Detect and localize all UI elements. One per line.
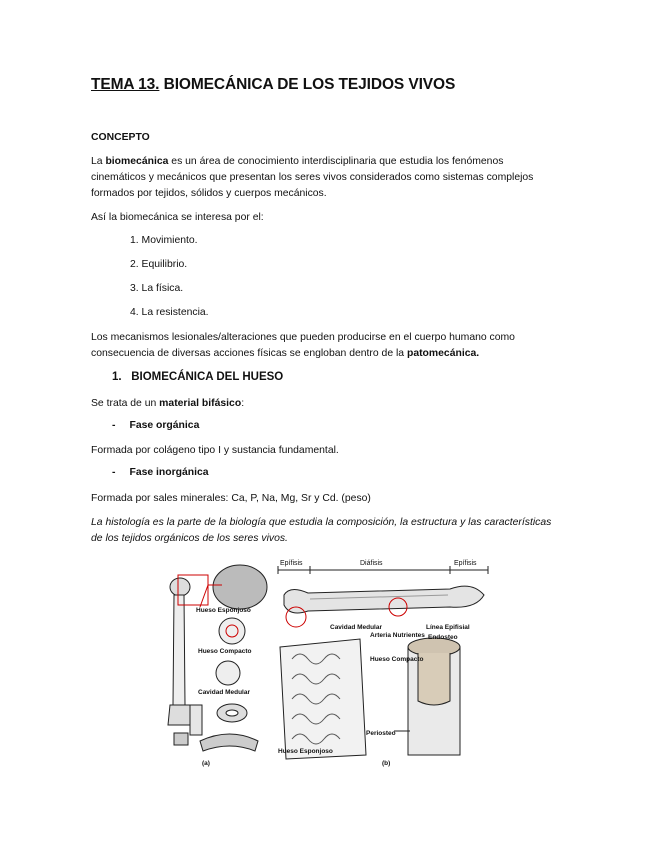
dash-bullet: - (112, 420, 116, 431)
para3-a: Los mecanismos lesionales/alteraciones que pueden producirse en el cuerpo humano como consecuencia de diversas acciones físicas se engloban dentro de la (91, 332, 515, 359)
paragraph-sales: Formada por sales minerales: Ca, P, Na, Mg, Sr y Cd. (peso) (91, 493, 371, 504)
paragraph-interes: Así la biomecánica se interesa por el: (91, 212, 264, 223)
paragraph-colageno: Formada por colágeno tipo I y sustancia fundamental. (91, 445, 339, 456)
paragraph-biomecanica (91, 154, 561, 202)
para1-bold: biomecánica (105, 156, 169, 167)
long-bone (284, 586, 484, 613)
label-b: (b) (382, 760, 391, 767)
dash-bullet: - (112, 467, 116, 478)
label-epifisis-left: Epífisis (280, 560, 303, 567)
para3-bold: patomecánica. (406, 348, 480, 359)
medullary-section (216, 661, 240, 685)
knee-bone (190, 705, 202, 735)
label-hueso-compacto-a: Hueso Compacto (198, 648, 252, 655)
label-periosteo: Periosteo (366, 730, 396, 737)
paragraph-patomecanica (91, 330, 561, 362)
concepto-heading: CONCEPTO (91, 132, 150, 143)
label-hueso-esponjoso-b: Hueso Esponjoso (278, 748, 333, 755)
label-endosteo: Endosteo (428, 634, 458, 641)
para1-c: es un área de conocimiento interdisciplinaria que estudia los fenómenos cinemáticos y mecánicos que presentan los seres vivos considerados como sistemas complejos formados por tejidos, sólidos y cuerpos mecánicos. (91, 156, 534, 199)
foot-bones (174, 733, 188, 745)
fase-inorganica-item (112, 467, 209, 478)
list-item: 3. La física. (130, 283, 184, 294)
fase-organica-label: Fase orgánica (129, 420, 200, 431)
paragraph-bifasico (91, 396, 561, 412)
list-item: 4. La resistencia. (130, 307, 209, 318)
label-hueso-esponjoso-a: Hueso Esponjoso (196, 607, 251, 614)
fase-organica-item (112, 420, 199, 431)
label-arteria-nutrientes: Arteria Nutrientes (370, 632, 425, 639)
section-number: 1. (112, 371, 122, 383)
label-linea-epifisial: Línea Epifisial (426, 624, 470, 631)
spongy-section (213, 565, 267, 609)
title-rest: BIOMECÁNICA DE LOS TEJIDOS VIVOS (159, 76, 456, 93)
fase-inorganica-label: Fase inorgánica (129, 467, 209, 478)
para1-a: La (91, 156, 106, 167)
ring-hole (226, 710, 238, 716)
section-heading (112, 371, 283, 383)
femur-head (170, 578, 190, 596)
bone-anatomy-figure (160, 555, 495, 770)
femur-shaft (173, 595, 185, 705)
compact-section (219, 618, 245, 644)
label-diafisis: Diáfisis (360, 560, 383, 567)
label-epifisis-right: Epífisis (454, 560, 477, 567)
para4-c: : (241, 398, 245, 409)
spongy-block (280, 639, 366, 759)
leader-line (200, 585, 208, 607)
label-cavidad-medular-b: Cavidad Medular (330, 624, 383, 631)
label-a: (a) (202, 760, 210, 767)
list-item: 2. Equilibrio. (130, 259, 188, 270)
title-prefix: TEMA 13. (91, 76, 160, 93)
list-item: 1. Movimiento. (130, 235, 198, 246)
page-title (91, 76, 455, 94)
femur-condyle (168, 705, 192, 725)
label-hueso-compacto-b: Hueso Compacto (370, 656, 424, 663)
para4-bold: material bifásico (159, 398, 242, 409)
para4-a: Se trata de un (91, 398, 160, 409)
panel-a (168, 565, 267, 751)
label-cavidad-medular-a: Cavidad Medular (198, 689, 251, 696)
bottom-plate (200, 734, 258, 751)
paragraph-histologia: La histología es la parte de la biología que estudia la composición, la estructura y las características de los tejidos orgánicos de los seres vivos. (91, 517, 552, 544)
section-label: BIOMECÁNICA DEL HUESO (131, 371, 284, 383)
